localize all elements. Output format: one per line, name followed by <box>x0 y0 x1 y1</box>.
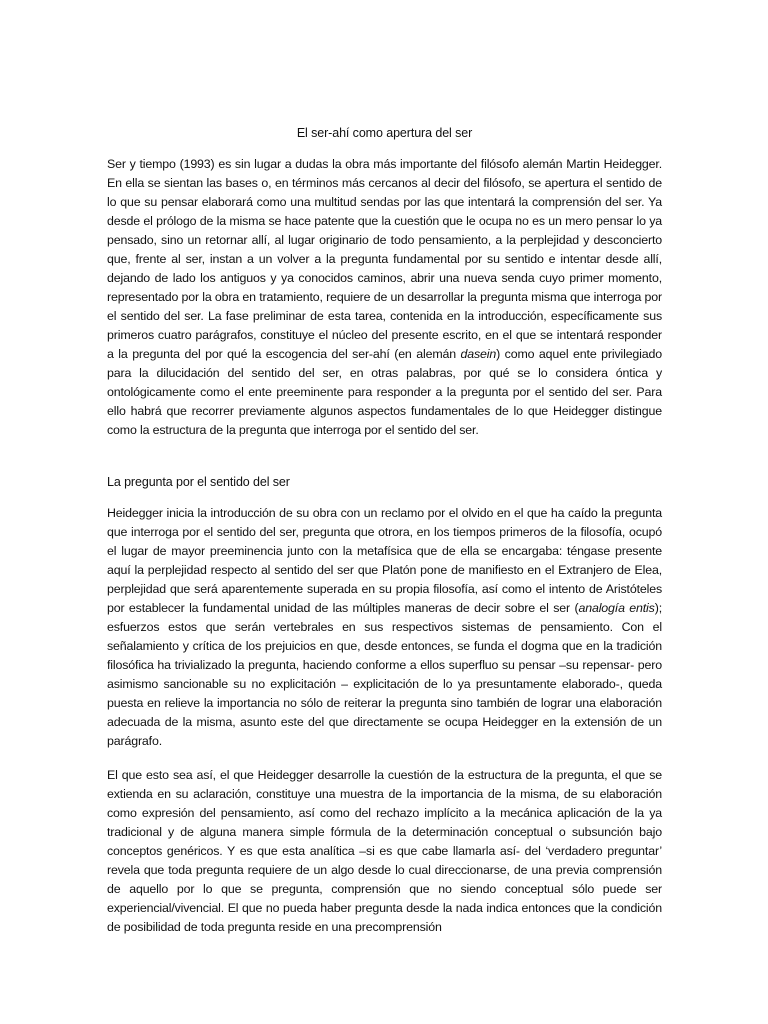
paragraph-second-text-a: Heidegger inicia la introducción de su obra con un reclamo por el olvido en el que ha caído la pregunta que interroga por el sentido del ser, pregunta que otrora, en los tiempos primeros de la filosofía, ocupó el lugar de mayor preeminencia junto con la metafísica que de ella se encargaba: téngase presente aquí la perplejidad respecto al sentido del ser que Platón pone de manifiesto en el Extranjero de Elea, perplejidad que será aparentemente superada en su propia filosofía, así como el intento de Aristóteles por establecer la fundamental unidad de las múltiples maneras de decir sobre el ser ( <box>107 506 662 615</box>
paragraph-intro-italic: dasein <box>460 347 497 361</box>
document-title: El ser-ahí como apertura del ser <box>296 126 473 140</box>
section-heading: La pregunta por el sentido del ser <box>107 475 290 489</box>
paragraph-intro <box>107 155 662 440</box>
paragraph-intro-text-a: Ser y tiempo (1993) es sin lugar a dudas la obra más importante del filósofo alemán Martin Heidegger. En ella se sientan las bases o, en términos más cercanos al decir del filósofo, se apertura el sentido de lo que su pensar elaborará como una multitud sendas por las que intentará la comprensión del ser. Ya desde el prólogo de la misma se hace patente que la cuestión que le ocupa no es un mero pensar lo ya pensado, sino un retornar allí, al lugar originario de todo pensamiento, a la perplejidad y desconcierto que, frente al ser, instan a un volver a la pregunta fundamental por su sentido e intentar desde allí, dejando de lado los antiguos y ya conocidos caminos, abrir una nueva senda cuyo primer momento, representado por la obra en tratamiento, requiere de un desarrollar la pregunta misma que interroga por el sentido del ser. La fase preliminar de esta tarea, contenida en la introducción, específicamente sus primeros cuatro parágrafos, constituye el núcleo del presente escrito, en el que se intentará responder a la pregunta del por qué la escogencia del ser-ahí (en alemán <box>107 157 662 361</box>
paragraph-third: El que esto sea así, el que Heidegger desarrolle la cuestión de la estructura de la pregunta, el que se extienda en su aclaración, constituye una muestra de la importancia de la misma, de su elaboración como expresión del pensamiento, así como del rechazo implícito a la mecánica aplicación de la ya tradicional y de alguna manera simple fórmula de la determinación conceptual o subsunción bajo conceptos genéricos. Y es que esta analítica –si es que cabe llamarla así- del ‘verdadero preguntar’ revela que toda pregunta requiere de un algo desde lo cual direccionarse, de una previa comprensión de aquello por lo que se pregunta, comprensión que no siendo conceptual sólo puede ser experiencial/vivencial. El que no pueda haber pregunta desde la nada indica entonces que la condición de posibilidad de toda pregunta reside en una precomprensión <box>107 768 662 934</box>
paragraph-second-text-b: ); esfuerzos estos que serán vertebrales en sus respectivos sistemas de pensamiento. Con el señalamiento y crítica de los prejuicios en que, desde entonces, se funda el dogma que en la tradición filosófica ha trivializado la pregunta, haciendo conforme a ellos superfluo su pensar –su repensar- pero asimismo sancionable su no explicitación – explicitación de lo ya presuntamente elaborado-, queda puesta en relieve la importancia no sólo de reiterar la pregunta sino también de lograr una elaboración adecuada de la misma, asunto este del que directamente se ocupa Heidegger en la extensión de un parágrafo. <box>107 601 662 748</box>
paragraph-intro-text-b: ) como aquel ente privilegiado para la dilucidación del sentido del ser, en otras palabras, por qué se lo considera óntica y ontológicamente como el ente preeminente para responder a la pregunta por el sentido del ser. Para ello habrá que recorrer previamente algunos aspectos fundamentales de lo que Heidegger distingue como la estructura de la pregunta que interroga por el sentido del ser. <box>107 347 663 437</box>
paragraph-second <box>107 504 662 751</box>
document-body <box>107 124 662 937</box>
paragraph-second-italic: analogía entis <box>578 601 655 615</box>
